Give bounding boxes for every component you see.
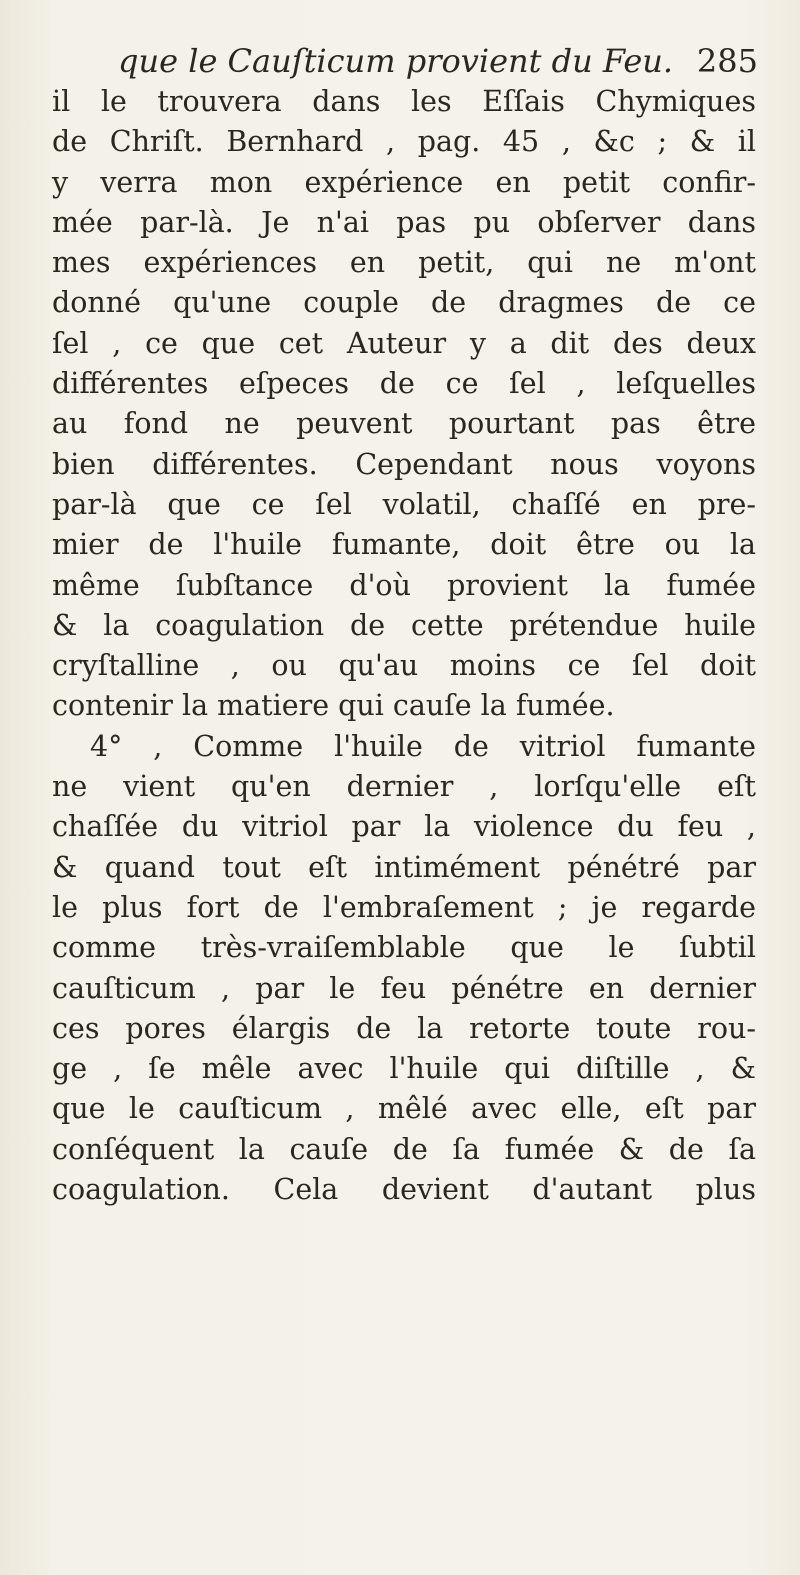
text-line: chaſſée du vitriol par la violence du feu , <box>52 810 756 844</box>
text-line: bien différentes. Cependant nous voyons <box>52 447 756 481</box>
text-line: différentes eſpeces de ce ſel , leſquelles <box>52 367 756 401</box>
text-line: conſéquent la cauſe de ſa fumée & de ſa <box>52 1132 756 1166</box>
body-text <box>52 82 756 1210</box>
text-line: comme très-vraiſemblable que le ſubtil <box>52 931 756 965</box>
text-line: ge , ſe mêle avec l'huile qui diſtille , & <box>52 1052 756 1086</box>
text-line: ſel , ce que cet Auteur y a dit des deux <box>52 326 756 360</box>
text-line: y verra mon expérience en petit confir- <box>52 165 756 199</box>
text-line: mée par-là. Je n'ai pas pu obſerver dans <box>52 205 756 239</box>
text-line: mes expériences en petit, qui ne m'ont <box>52 246 756 280</box>
text-line: au fond ne peuvent pourtant pas être <box>52 407 756 441</box>
text-line: il le trouvera dans les Eſſais Chymiques <box>52 85 756 118</box>
text-line: & quand tout eſt intimément pénétré par <box>52 850 756 884</box>
text-line: ne vient qu'en dernier , lorſqu'elle eſt <box>52 770 756 804</box>
running-title: que le Cauſticum provient du Feu. <box>118 42 674 80</box>
text-line: le plus fort de l'embraſement ; je regarde <box>52 890 756 924</box>
text-line: mier de l'huile fumante, doit être ou la <box>52 528 756 562</box>
text-line: coagulation. Cela devient d'autant plus <box>52 1173 756 1207</box>
text-line: même ſubſtance d'où provient la fumée <box>52 568 756 602</box>
text-line: donné qu'une couple de dragmes de ce <box>52 286 756 320</box>
page-number: 285 <box>696 42 758 80</box>
text-line: cryſtalline , ou qu'au moins ce ſel doit <box>52 649 756 683</box>
text-line: & la coagulation de cette prétendue huile <box>52 608 756 642</box>
text-line: cauſticum , par le feu pénétre en dernier <box>52 971 756 1005</box>
text-line: de Chriſt. Bernhard , pag. 45 , &c ; & il <box>52 125 756 159</box>
text-line: que le cauſticum , mêlé avec elle, eſt par <box>52 1092 756 1126</box>
text-line: 4° , Comme l'huile de vitriol fumante <box>90 729 756 763</box>
text-line: ces pores élargis de la retorte toute rou- <box>52 1011 756 1045</box>
text-line: contenir la matiere qui cauſe la fumée. <box>52 689 615 723</box>
text-line: par-là que ce ſel volatil, chaſſé en pre- <box>52 487 756 521</box>
